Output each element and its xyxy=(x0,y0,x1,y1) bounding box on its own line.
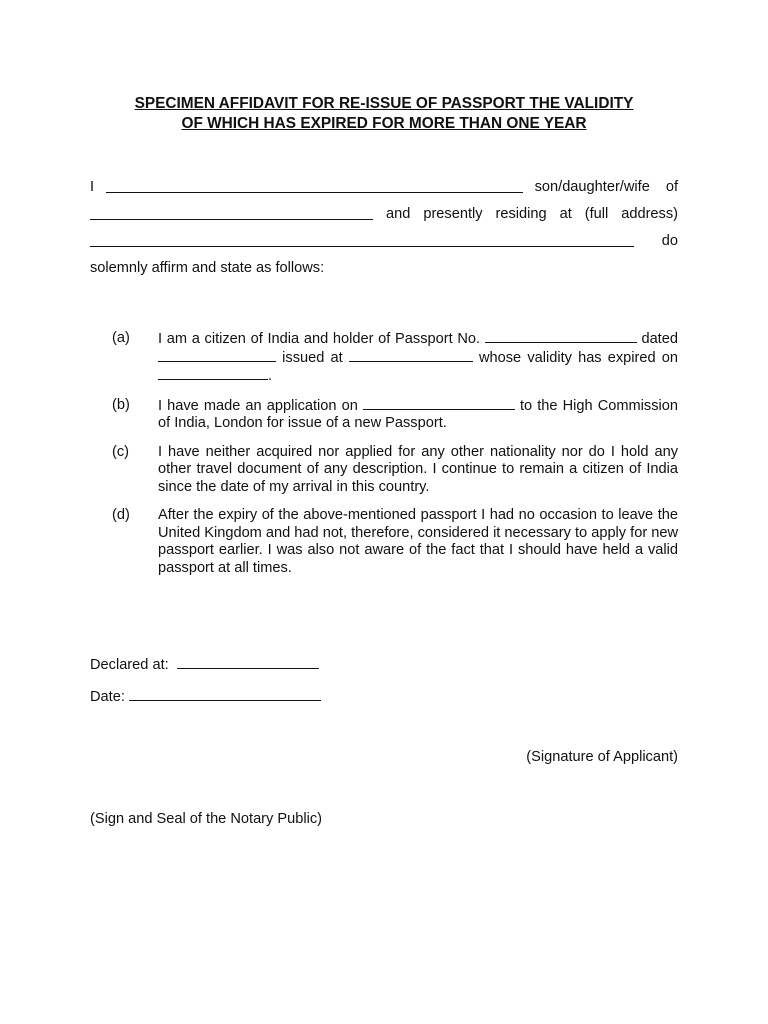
date-line xyxy=(90,688,321,706)
statement-label: (b) xyxy=(112,396,130,413)
expiry-date-blank[interactable] xyxy=(158,367,268,380)
title-line-2: OF WHICH HAS EXPIRED FOR MORE THAN ONE YEAR xyxy=(181,115,587,132)
residing-text: and presently residing at (full address) xyxy=(386,206,678,222)
statement-label: (a) xyxy=(112,330,130,346)
signature-of-applicant: (Signature of Applicant) xyxy=(526,749,678,765)
intro-line-3 xyxy=(90,232,678,259)
parent-name-blank[interactable] xyxy=(90,205,373,220)
statement-a xyxy=(90,330,678,386)
pronoun-i: I xyxy=(90,179,95,195)
intro-line-2 xyxy=(90,205,678,232)
relation-text: son/daughter/wife xyxy=(534,179,650,195)
statement-d xyxy=(90,507,678,577)
statement-body: After the expiry of the above-mentioned passport I had no occasion to leave the United Kingdom and had not, therefore, considered it necessary to apply for new passport earlier. I was also not aware of the fact that I should have held a valid passport at all times. xyxy=(158,507,679,576)
date-label: Date: xyxy=(90,689,125,705)
declared-at-label: Declared at: xyxy=(90,657,169,673)
address-blank[interactable] xyxy=(90,232,634,247)
declared-at-line xyxy=(90,656,319,674)
document-title xyxy=(60,94,708,134)
date-blank[interactable] xyxy=(129,688,321,701)
do-text: do xyxy=(661,233,678,249)
affirm-text: solemnly affirm and state as follows: xyxy=(90,260,325,276)
application-date-blank[interactable] xyxy=(363,397,515,410)
statement-b xyxy=(90,397,678,433)
of-text: of xyxy=(665,179,678,195)
statement-body: I have neither acquired nor applied for any other nationality nor do I hold any other travel document of any description. I continue to remain a citizen of India since the date of my arrival in this country. xyxy=(158,443,678,495)
title-line-1: SPECIMEN AFFIDAVIT FOR RE-ISSUE OF PASSPORT THE VALIDITY xyxy=(134,95,634,112)
statement-body: I am a citizen of India and holder of Passport No. dated issued at whose validity has expired on . xyxy=(158,331,678,384)
passport-number-blank[interactable] xyxy=(485,330,637,343)
declared-at-blank[interactable] xyxy=(177,656,319,669)
statement-label: (d) xyxy=(112,507,130,523)
notary-seal-label: (Sign and Seal of the Notary Public) xyxy=(90,811,323,827)
statement-c xyxy=(90,444,678,497)
intro-line-1 xyxy=(90,178,678,205)
passport-date-blank[interactable] xyxy=(158,349,276,362)
intro-section xyxy=(90,178,678,277)
statement-list xyxy=(90,330,678,588)
statement-label: (c) xyxy=(112,443,130,460)
issue-place-blank[interactable] xyxy=(349,349,473,362)
statement-body: I have made an application on to the High Commission of India, London for issue of a new Passport. xyxy=(158,397,678,431)
name-blank[interactable] xyxy=(106,178,523,193)
